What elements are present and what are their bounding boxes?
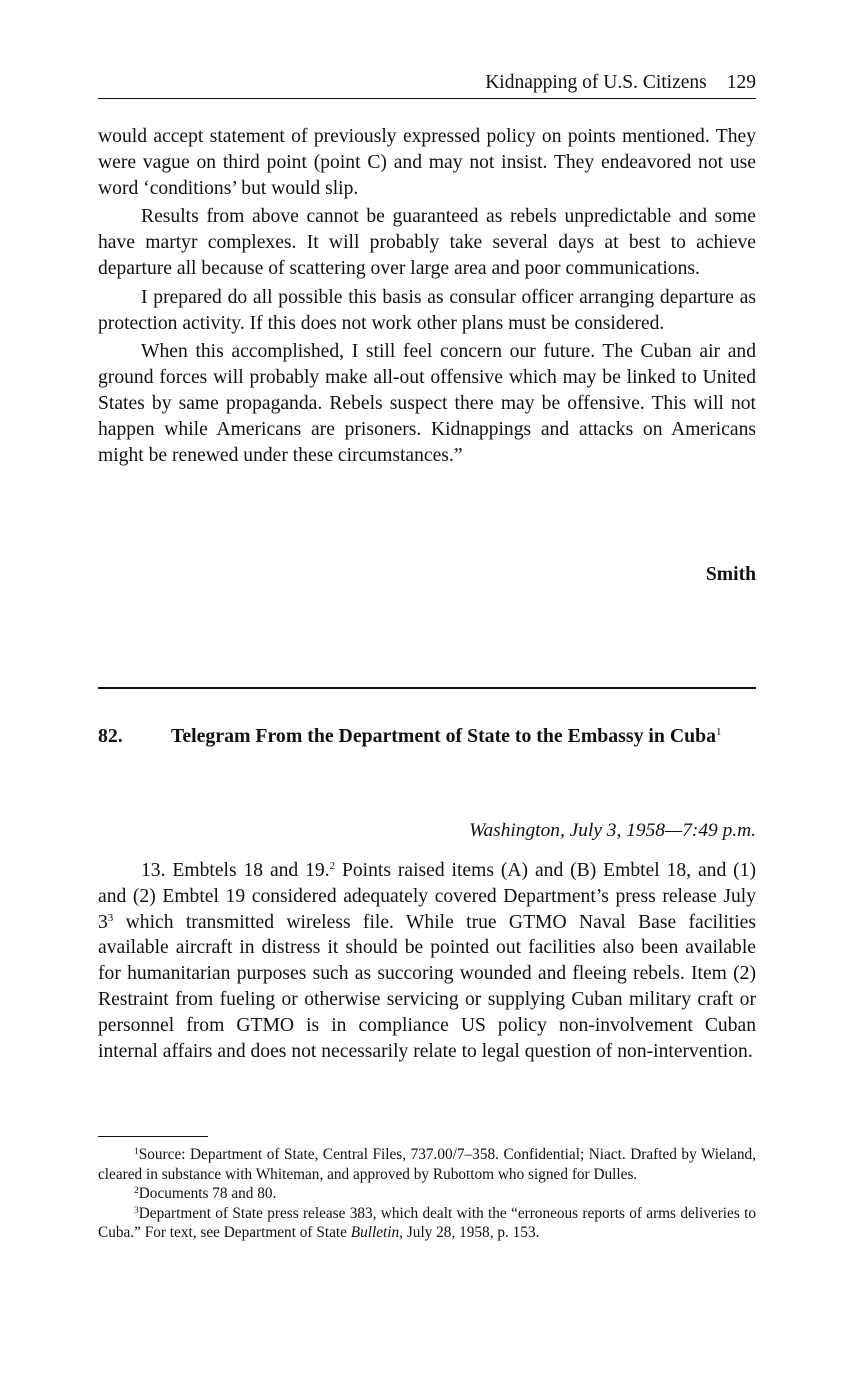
footnote-mark: 2: [134, 1186, 139, 1196]
footnote-text: Documents 78 and 80.: [138, 1185, 277, 1202]
dateline: Washington, July 3, 1958—7:49 p.m.: [469, 820, 756, 841]
footnote-rule: [98, 1136, 208, 1137]
section-divider: [98, 687, 756, 689]
footnote-text: Department of State press release 383, which dealt with the “erroneous reports of arms deliveries to Cuba.” For text, see Department of State: [98, 1204, 756, 1241]
footnote-2: [98, 1184, 756, 1204]
footnote-ref[interactable]: 3: [107, 911, 114, 924]
telegram-body: [98, 858, 756, 1067]
document-number: 82.: [98, 725, 123, 747]
continued-telegram-text: [98, 124, 756, 471]
body-text-b: Points raised items (A) and (B) Embtel 18, and (1) and (2) Embtel 19 considered adequately covered Department’s press release July 3: [98, 860, 756, 933]
footnotes: [98, 1145, 756, 1243]
footnote-ref[interactable]: 1: [716, 726, 722, 738]
page-number: 129: [726, 72, 756, 93]
footnote-mark: 1: [134, 1147, 139, 1157]
signature: Smith: [705, 564, 756, 585]
footnote-text: July 28, 1958, p. 153.: [403, 1224, 540, 1241]
footnote-text: Source: Department of State, Central Files, 737.00/7–358. Confidential; Niact. Drafted by Wieland, cleared in substance with Whiteman, and approved by Rubottom who signed for Dulles.: [98, 1146, 756, 1183]
footnote-ref[interactable]: 2: [329, 860, 336, 872]
footnote-1: [98, 1145, 756, 1184]
document-title: [171, 724, 756, 750]
paragraph: I prepared do all possible this basis as consular officer arranging departure as protection activity. If this does not work other plans must be considered.: [98, 286, 756, 334]
body-text-a: 13. Embtels 18 and 19.: [141, 860, 330, 881]
body-text-c: which transmitted wireless file. While true GTMO Naval Base facilities available aircraft in distress it should be pointed out facilities also been available for humanitarian purposes such as succoring wounded and fleeing rebels. Item (2) Restraint from fueling or otherwise servicing or supplying Cuban military craft or personnel from GTMO is in compliance US policy non-involvement Cuban internal affairs and does not necessarily relate to legal question of non-intervention.: [98, 911, 756, 1062]
paragraph: When this accomplished, I still feel concern our future. The Cuban air and ground forces will probably make all-out offensive which may be linked to United States by same propaganda. Rebels suspect there may be offensive. This will not happen while Americans are prisoners. Kidnappings and attacks on Americans might be renewed under these circumstances.”: [98, 341, 756, 466]
publication-title: Bulletin,: [350, 1224, 404, 1241]
paragraph: would accept statement of previously expressed policy on points mentioned. They were vague on third point (point C) and may not insist. They endeavored not use word ‘conditions’ but would slip.: [98, 126, 756, 199]
footnote-3: [98, 1204, 756, 1243]
running-header: [98, 70, 756, 99]
paragraph: Results from above cannot be guaranteed as rebels unpredictable and some have martyr complexes. It will probably take several days at best to achieve departure all because of scattering over large area and poor communications.: [98, 206, 756, 279]
paragraph: [98, 858, 756, 1064]
document-heading: [98, 724, 756, 750]
footnote-mark: 3: [134, 1205, 139, 1216]
running-title: Kidnapping of U.S. Citizens: [485, 72, 707, 93]
document-title-text: Telegram From the Department of State to the Embassy in Cuba: [171, 725, 717, 747]
